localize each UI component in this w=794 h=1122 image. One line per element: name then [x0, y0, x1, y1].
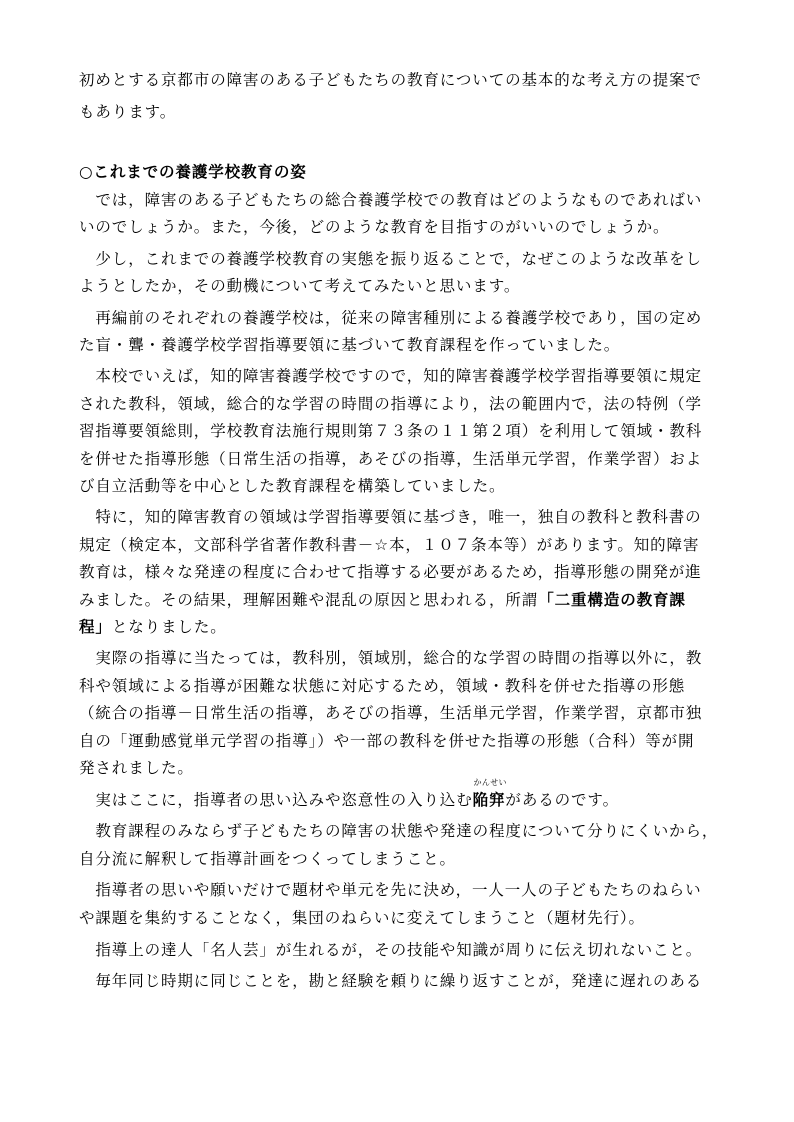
ruby-annotated-word [472, 778, 507, 810]
emphasis-text: 「二重構造の教育課 [538, 591, 686, 609]
body-text-line: を併せた指導形態（日常生活の指導，あそびの指導，生活単元学習，作業学習）およ [79, 450, 703, 468]
body-text-line [79, 590, 686, 610]
body-text-line: 毎年同じ時期に同じことを，勘と経験を頼りに繰り返すことが，発達に遅れのある [79, 972, 703, 990]
body-text-line: 少し，これまでの養護学校教育の実態を振り返ることで，なぜこのような改革をし [79, 250, 702, 268]
body-text-line: 規定（検定本，文部科学省著作教科書－☆本，１０７条本等）があります。知的障害 [79, 536, 700, 554]
body-text-line: 指導上の達人「名人芸」が生れるが，その技能や知識が周りに伝え切れないこと。 [79, 941, 703, 959]
body-text-line: ようとしたか，その動機について考えてみたいと思います。 [79, 277, 521, 295]
body-text-line: 初めとする京都市の障害のある子どもたちの教育についての基本的な考え方の提案で [79, 71, 702, 89]
body-text-segment: となりました。 [111, 618, 227, 636]
body-text-line: 本校でいえば，知的障害養護学校ですので，知的障害養護学校学習指導要領に規定 [79, 367, 702, 385]
body-text-line: 習指導要領総則，学校教育法施行規則第７３条の１１第２項）を利用して領域・教科 [79, 422, 703, 440]
body-text-line: 自分流に解釈して指導計画をつくってしまうこと。 [79, 850, 456, 868]
body-text-line: では，障害のある子どもたちの総合養護学校での教育はどのようなものであればい [79, 191, 703, 209]
body-text-line: 自の「運動感覚単元学習の指導」）や一部の教科を併せた指導の形態（合科）等が開 [79, 732, 695, 750]
body-text-line: （統合の指導－日常生活の指導，あそびの指導，生活単元学習，作業学習，京都市独 [79, 704, 703, 722]
body-text-line: た盲・聾・養護学校学習指導要領に基づいて教育課程を作っていました。 [79, 336, 621, 354]
body-text-line: 実際の指導に当たっては，教科別，領域別，総合的な学習の時間の指導以外に，教 [79, 649, 703, 667]
body-text-line: 教育は，様々な発達の程度に合わせて指導する必要があるため，指導形態の開発が進 [79, 563, 702, 581]
body-text-line: いのでしょうか。また，今後，どのような教育を目指すのがいいのでしょうか。 [79, 218, 670, 236]
body-text-line: 教育課程のみならず子どもたちの障害の状態や発達の程度について分りにくいから， [79, 822, 719, 840]
body-text-line: 特に，知的障害教育の領域は学習指導要領に基づき，唯一，独自の教科と教科書の [79, 508, 702, 526]
body-text-line: 科や領域による指導が困難な状態に対応するため，領域・教科を併せた指導の形態 [79, 677, 686, 695]
body-text-line: 発されました。 [79, 759, 194, 777]
body-text-segment: みました。その結果，理解困難や混乱の原因と思われる，所謂 [79, 591, 539, 609]
body-text-line: 指導者の思いや願いだけで題材や単元を先に決め，一人一人の子どもたちのねらい [79, 881, 702, 899]
body-text-line: された教科，領域，総合的な学習の時間の指導により，法の範囲内で，法の特例（学 [79, 395, 702, 413]
section-heading: ○これまでの養護学校教育の姿 [79, 163, 307, 181]
body-text-line [79, 617, 227, 637]
ruby-reading: かんせい [473, 778, 507, 787]
body-text-line: や課題を集約することなく，集団のねらいに変えてしまうこと（題材先行）。 [79, 909, 645, 927]
body-text-segment: があるのです。 [505, 791, 619, 809]
body-text-line: 再編前のそれぞれの養護学校は，従来の障害種別による養護学校であり，国の定め [79, 309, 703, 327]
emphasis-text: 程」 [79, 618, 112, 636]
body-text-line: もあります。 [79, 103, 177, 121]
body-text-line [79, 778, 619, 810]
body-text-segment: 実はここに，指導者の思い込みや恣意性の入り込む [79, 791, 473, 809]
body-text-line: び自立活動等を中心とした教育課程を構築していました。 [79, 477, 506, 495]
ruby-base-text: 陥穽 [472, 791, 506, 809]
